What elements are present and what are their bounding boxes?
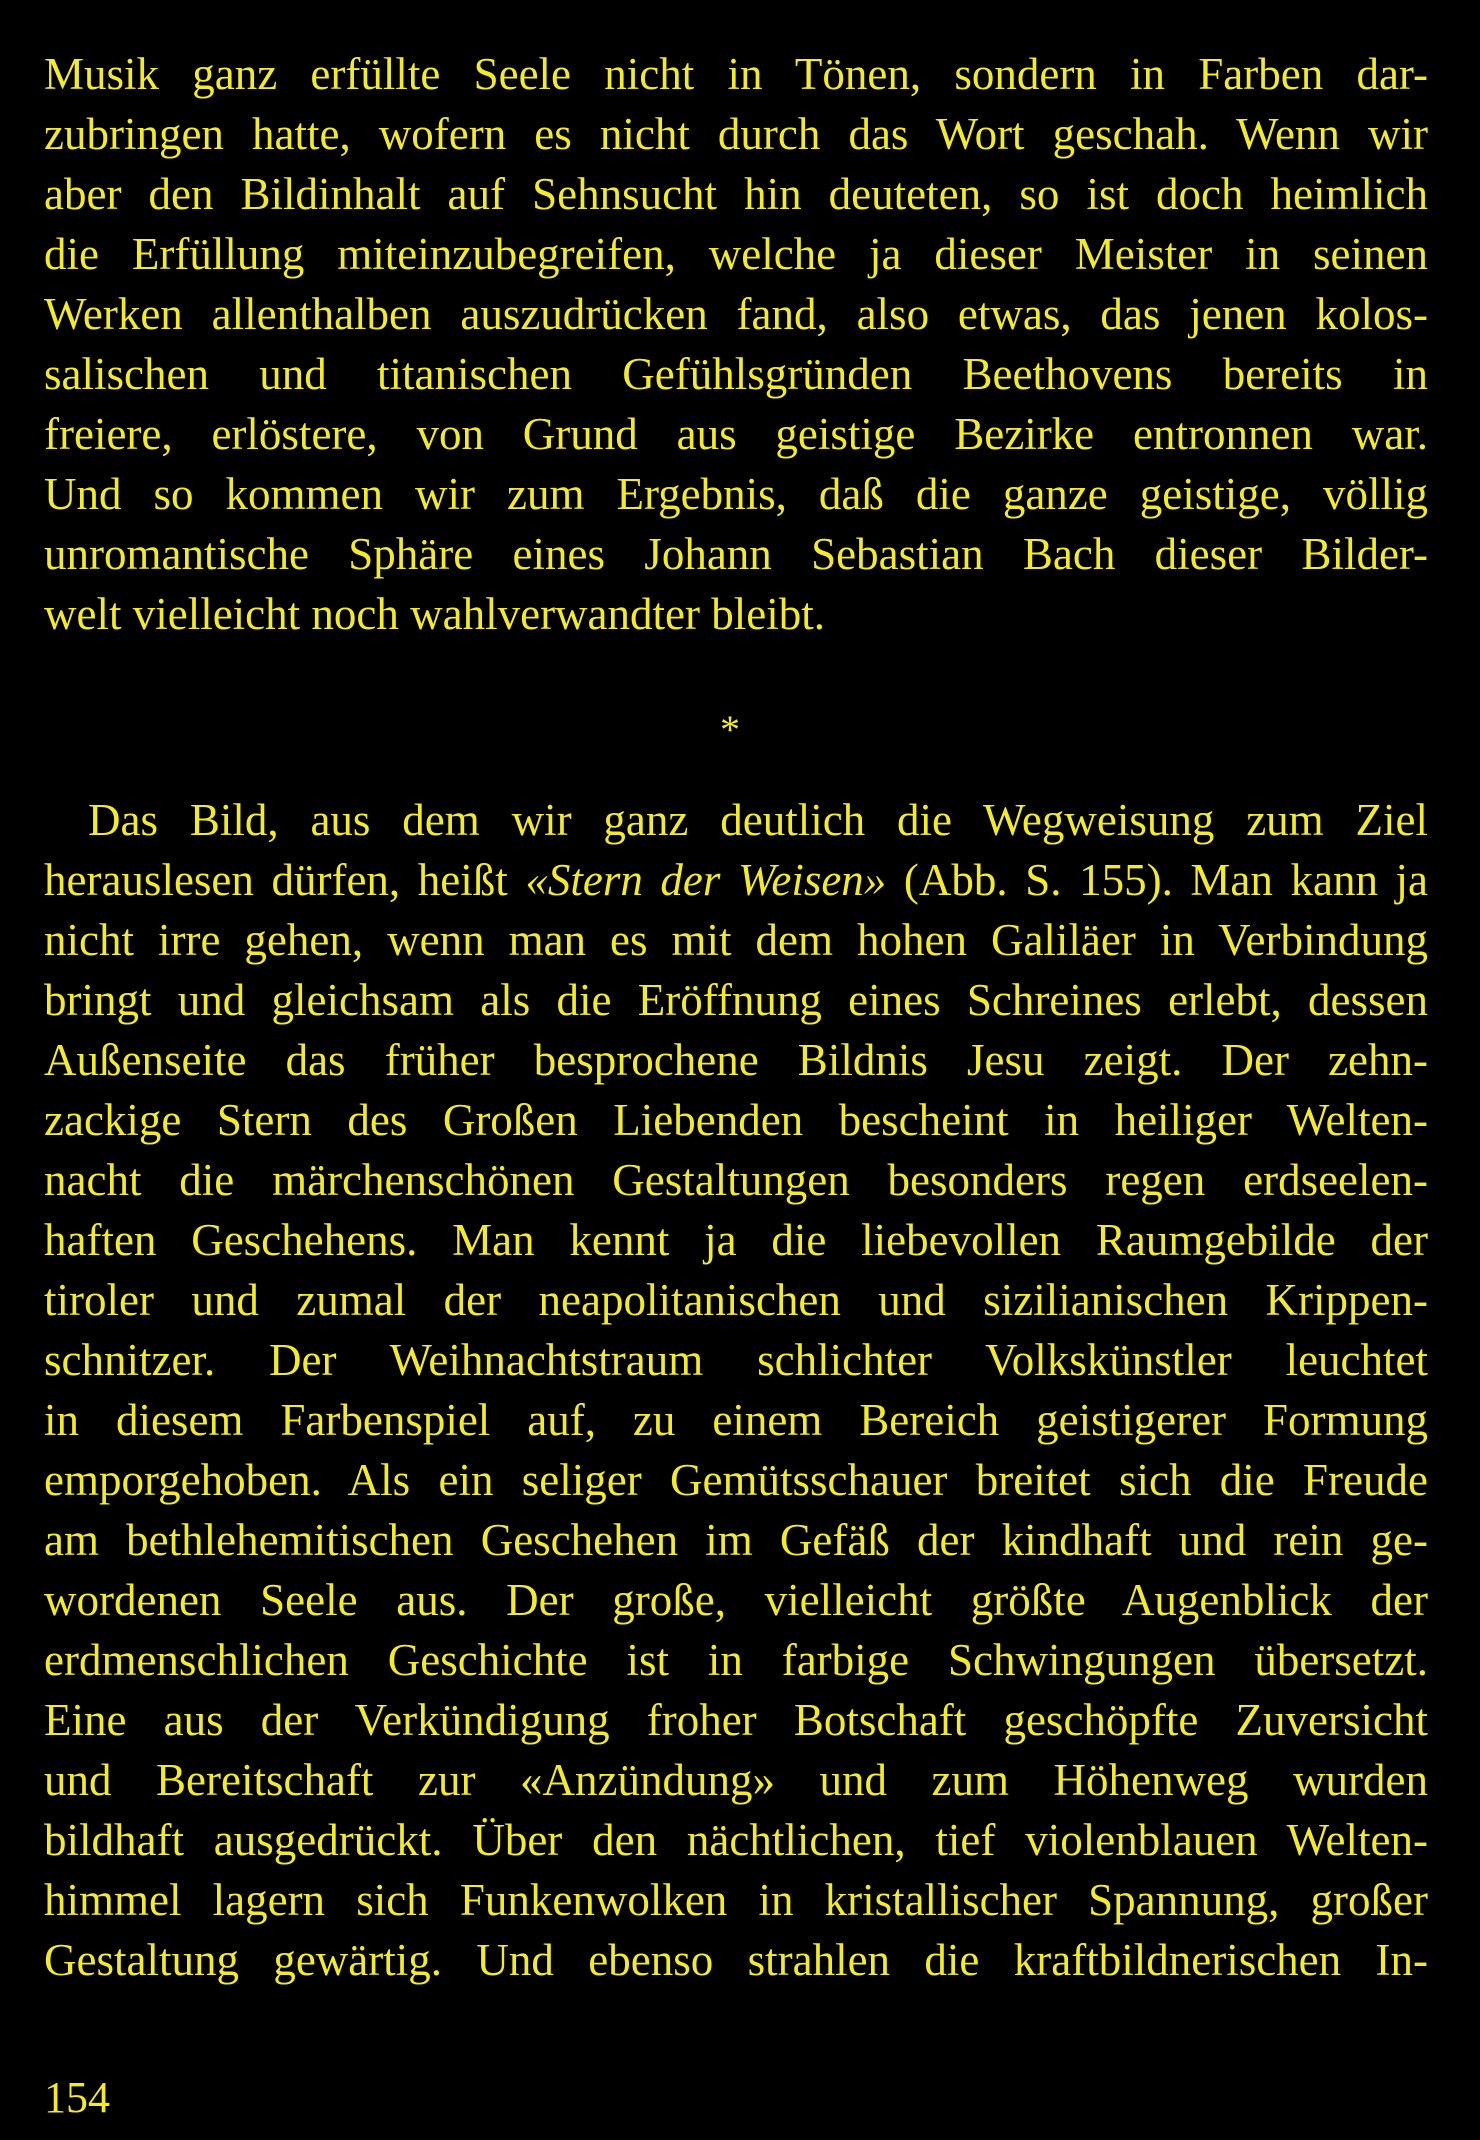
section-divider-asterisk: * [720, 707, 740, 752]
text-line: schnitzer. Der Weihnachtstraum schlichter Volkskünstler leuchtet [44, 1335, 1428, 1385]
text-line: freiere, erlöstere, von Grund aus geistige Bezirke entronnen war. [44, 409, 1428, 459]
text-line: zackige Stern des Großen Liebenden bescheint in heiliger Welten- [44, 1095, 1428, 1145]
text-line: aber den Bildinhalt auf Sehnsucht hin deuteten, so ist doch heimlich [44, 169, 1428, 219]
text-line: haften Geschehens. Man kennt ja die liebevollen Raumgebilde der [44, 1215, 1428, 1265]
text-line: in diesem Farbenspiel auf, zu einem Bereich geistigerer Formung [44, 1395, 1428, 1445]
text-line: Eine aus der Verkündigung froher Botschaft geschöpfte Zuversicht [44, 1695, 1428, 1745]
text-line: am bethlehemitischen Geschehen im Gefäß der kindhaft und rein ge- [44, 1515, 1428, 1565]
paragraph-first-line: Das Bild, aus dem wir ganz deutlich die Wegweisung zum Ziel [88, 795, 1428, 845]
text-line: emporgehoben. Als ein seliger Gemütsschauer breitet sich die Freude [44, 1455, 1428, 1505]
page-number: 154 [44, 2073, 110, 2122]
text-line: bildhaft ausgedrückt. Über den nächtlichen, tief violenblauen Welten- [44, 1815, 1428, 1865]
text-segment: (Abb. S. 155). Man kann ja [886, 855, 1429, 905]
text-segment: herauslesen dürfen, heißt [44, 855, 526, 905]
text-line: Und so kommen wir zum Ergebnis, daß die ganze geistige, völlig [44, 469, 1428, 519]
text-line: nicht irre gehen, wenn man es mit dem hohen Galiläer in Verbindung [44, 915, 1428, 965]
text-line: unromantische Sphäre eines Johann Sebastian Bach dieser Bilder- [44, 529, 1428, 579]
text-line: salischen und titanischen Gefühlsgründen Beethovens bereits in [44, 349, 1428, 399]
text-line: zubringen hatte, wofern es nicht durch das Wort geschah. Wenn wir [44, 109, 1428, 159]
text-line: bringt und gleichsam als die Eröffnung eines Schreines erlebt, dessen [44, 975, 1428, 1025]
text-line: nacht die märchenschönen Gestaltungen besonders regen erdseelen- [44, 1155, 1428, 1205]
text-line: welt vielleicht noch wahlverwandter bleibt. [44, 589, 825, 639]
text-line: und Bereitschaft zur «Anzündung» und zum Höhenweg wurden [44, 1755, 1428, 1805]
text-line: Gestaltung gewärtig. Und ebenso strahlen die kraftbildnerischen In- [44, 1935, 1428, 1985]
text-line: Musik ganz erfüllte Seele nicht in Tönen, sondern in Farben dar- [44, 49, 1428, 99]
text-line: Außenseite das früher besprochene Bildnis Jesu zeigt. Der zehn- [44, 1035, 1428, 1085]
text-line: Werken allenthalben auszudrücken fand, also etwas, das jenen kolos- [44, 289, 1428, 339]
text-line: erdmenschlichen Geschichte ist in farbige Schwingungen übersetzt. [44, 1635, 1428, 1685]
text-line: tiroler und zumal der neapolitanischen und sizilianischen Krippen- [44, 1275, 1428, 1325]
text-line: wordenen Seele aus. Der große, vielleicht größte Augenblick der [44, 1575, 1428, 1625]
text-line-with-title [44, 850, 1428, 910]
text-line: himmel lagern sich Funkenwolken in kristallischer Spannung, großer [44, 1875, 1428, 1925]
artwork-title: «Stern der Weisen» [525, 855, 887, 905]
text-line: die Erfüllung miteinzubegreifen, welche ja dieser Meister in seinen [44, 229, 1428, 279]
